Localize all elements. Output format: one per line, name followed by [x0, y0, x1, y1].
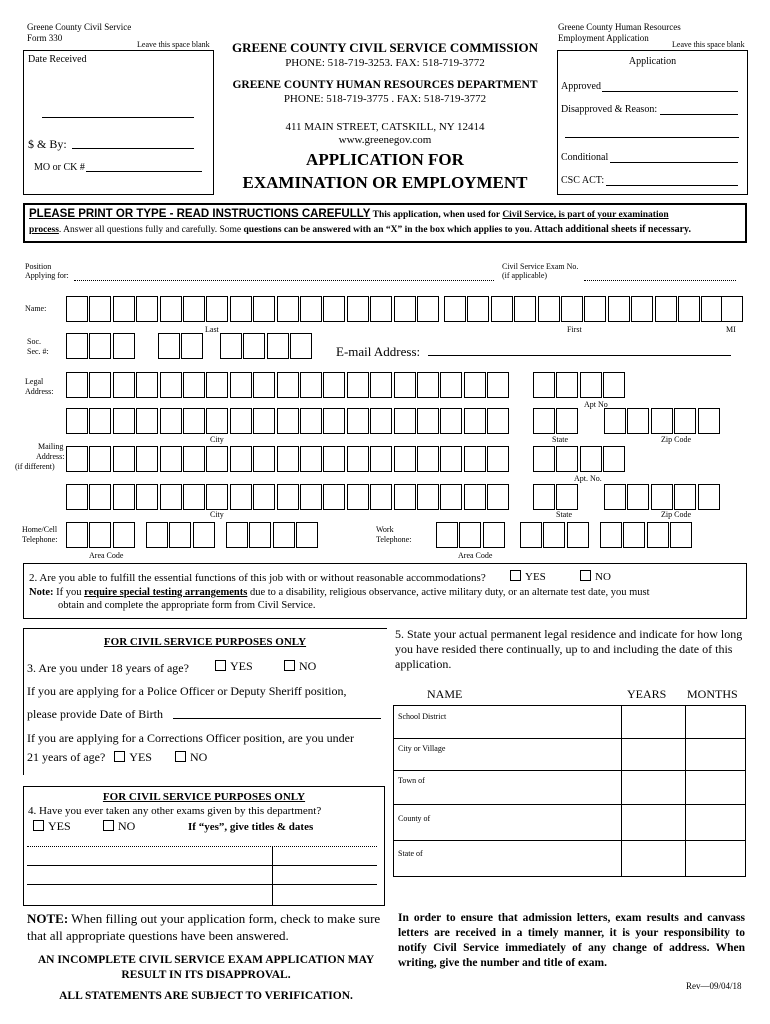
mailing-city-cell[interactable] — [113, 484, 135, 510]
last-name-cell[interactable] — [206, 296, 228, 322]
legal-street-cell[interactable] — [417, 372, 439, 398]
commission-phone: PHONE: 518-719-3253. FAX: 518-719-3772 — [285, 57, 485, 69]
right-org-label: Greene County Human Resources — [558, 22, 681, 32]
q4-exam-line-2[interactable] — [27, 865, 377, 866]
legal-zip-cell[interactable] — [604, 408, 626, 434]
q4-no-checkbox[interactable] — [103, 820, 114, 831]
mailing-street-cell[interactable] — [183, 446, 205, 472]
legal-street-cell[interactable] — [370, 372, 392, 398]
home-area-cell[interactable] — [66, 522, 88, 548]
website: www.greenegov.com — [338, 134, 432, 146]
footer-address-notice: In order to ensure that admission letters, exam results and canvass letters are received in a timely manner, it is your responsibility to notify Civil Service immediately of any change of address. When writing, give the number and title of exam. — [398, 912, 745, 969]
legal-city-cell[interactable] — [370, 408, 392, 434]
home-number-cell[interactable] — [249, 522, 271, 548]
work-number-cell[interactable] — [670, 522, 692, 548]
mailing-street-cell[interactable] — [417, 446, 439, 472]
first-label: First — [567, 325, 582, 334]
first-name-cell[interactable] — [444, 296, 466, 322]
q3-dob-label: please provide Date of Birth — [27, 707, 163, 721]
last-name-cell[interactable] — [230, 296, 252, 322]
q4-no-option[interactable] — [103, 819, 135, 833]
mailing-street-cell[interactable] — [206, 446, 228, 472]
work-prefix-cell[interactable] — [567, 522, 589, 548]
q2-note-underlined: require special testing arrangements — [84, 587, 248, 598]
ssn-a-cell[interactable] — [89, 333, 111, 359]
office-use-right-box — [557, 50, 748, 195]
disapproved-line-2[interactable] — [565, 137, 739, 138]
mailing-street-cell[interactable] — [230, 446, 252, 472]
instructions-text-a: This application, when used for — [370, 210, 503, 220]
mailing-street-cell[interactable] — [440, 446, 462, 472]
soc-label: Soc. — [27, 337, 41, 346]
legal-street-cell[interactable] — [440, 372, 462, 398]
hr-dept-title: GREENE COUNTY HUMAN RESOURCES DEPARTMENT — [232, 79, 538, 91]
mailing-apt-cell[interactable] — [603, 446, 625, 472]
home-prefix-cell[interactable] — [169, 522, 191, 548]
legal-zip-cell[interactable] — [651, 408, 673, 434]
sec-label: Sec. #: — [27, 347, 49, 356]
legal-city-label: City — [210, 435, 224, 444]
q3b-no-label: NO — [189, 750, 208, 764]
q5-text: 5. State your actual permanent legal residence and indicate for how long you have resided there continually, up to and including the date of this application. — [395, 627, 743, 671]
mailing-state-cell[interactable] — [556, 484, 578, 510]
home-telephone-label: Telephone: — [22, 535, 58, 544]
last-name-cell[interactable] — [370, 296, 392, 322]
last-name-cell[interactable] — [347, 296, 369, 322]
last-name-cell[interactable] — [66, 296, 88, 322]
q3b-no-checkbox[interactable] — [175, 751, 186, 762]
exam-no-label: Civil Service Exam No. — [502, 262, 579, 271]
legal-apt-cell[interactable] — [556, 372, 578, 398]
q5-table — [393, 705, 746, 877]
mailing-street-cell[interactable] — [487, 446, 509, 472]
mailing-apt-cell[interactable] — [556, 446, 578, 472]
left-blank-note: Leave this space blank — [137, 40, 210, 49]
q5-row-divider-1 — [394, 738, 745, 739]
mailing-label: Mailing — [38, 442, 64, 451]
q4-no-label: NO — [118, 819, 136, 833]
work-prefix-cell[interactable] — [520, 522, 542, 548]
work-number-cell[interactable] — [600, 522, 622, 548]
mailing-city-cell[interactable] — [347, 484, 369, 510]
mailing-zip-cell[interactable] — [604, 484, 626, 510]
ssn-a-cell[interactable] — [113, 333, 135, 359]
home-cell-label: Home/Cell — [22, 525, 58, 534]
q3-corrections-age — [27, 750, 207, 764]
q3-yes-label: YES — [230, 659, 253, 673]
legal-street-cell[interactable] — [464, 372, 486, 398]
q5-row-divider-3 — [394, 804, 745, 805]
conditional-line[interactable] — [610, 162, 738, 163]
q4-divider — [272, 846, 273, 906]
last-name-cell[interactable] — [394, 296, 416, 322]
mailing-state-cell[interactable] — [533, 484, 555, 510]
q3b-no-option[interactable] — [175, 750, 207, 764]
home-area-cell[interactable] — [89, 522, 111, 548]
form-number: Form 330 — [27, 33, 63, 43]
legal-street-cell[interactable] — [113, 372, 135, 398]
legal-city-cell[interactable] — [347, 408, 369, 434]
mailing-zip-cell[interactable] — [651, 484, 673, 510]
home-number-cell[interactable] — [226, 522, 248, 548]
q3b-yes-option[interactable] — [114, 750, 152, 764]
mailing-street-cell[interactable] — [277, 446, 299, 472]
mailing-city-cell[interactable] — [206, 484, 228, 510]
revision-date: Rev—09/04/18 — [686, 981, 742, 991]
legal-city-cell[interactable] — [206, 408, 228, 434]
commission-title: GREENE COUNTY CIVIL SERVICE COMMISSION — [231, 40, 539, 55]
last-name-cell[interactable] — [113, 296, 135, 322]
mailing-city-cell[interactable] — [136, 484, 158, 510]
form-title-line2: EXAMINATION OR EMPLOYMENT — [242, 173, 528, 192]
legal-city-cell[interactable] — [487, 408, 509, 434]
mailing-city-cell[interactable] — [323, 484, 345, 510]
instructions-process: process — [29, 225, 59, 235]
last-name-cell[interactable] — [323, 296, 345, 322]
mailing-street-cell[interactable] — [464, 446, 486, 472]
apt-no-label: Apt No — [584, 400, 608, 409]
ssn-c-cell[interactable] — [220, 333, 242, 359]
legal-state-cell[interactable] — [556, 408, 578, 434]
date-received-line[interactable] — [42, 117, 194, 118]
mailing-apt-no-label: Apt. No. — [574, 474, 602, 483]
q3-no-checkbox[interactable] — [284, 660, 295, 671]
legal-city-cell[interactable] — [464, 408, 486, 434]
amount-by-label: $ & By: — [28, 137, 67, 151]
legal-city-cell[interactable] — [136, 408, 158, 434]
mailing-state-label: State — [556, 510, 572, 519]
disapproved-line[interactable] — [660, 114, 738, 115]
q5-name-header: NAME — [427, 687, 463, 701]
q5-row-county: County of — [398, 814, 431, 823]
q2-note-continued: obtain and complete the appropriate form from Civil Service. — [58, 600, 316, 611]
mailing-city-cell[interactable] — [230, 484, 252, 510]
legal-street-cell[interactable] — [487, 372, 509, 398]
legal-city-cell[interactable] — [417, 408, 439, 434]
q2-yes-label: YES — [525, 571, 546, 583]
applying-for-label: Applying for: — [25, 271, 69, 280]
conditional-label: Conditional — [561, 152, 609, 163]
mailing-street-cell[interactable] — [136, 446, 158, 472]
q3-no-label: NO — [299, 659, 317, 673]
last-name-cell[interactable] — [300, 296, 322, 322]
ssn-c-cell[interactable] — [267, 333, 289, 359]
mailing-city-cell[interactable] — [277, 484, 299, 510]
work-area-code-label: Area Code — [458, 551, 493, 560]
legal-apt-cell[interactable] — [603, 372, 625, 398]
last-name-cell[interactable] — [417, 296, 439, 322]
footer-verification: ALL STATEMENTS ARE SUBJECT TO VERIFICATION. — [59, 990, 353, 1002]
exam-applicable-label: (if applicable) — [502, 271, 548, 280]
mailing-city-cell[interactable] — [464, 484, 486, 510]
q2-text: 2. Are you able to fulfill the essential functions of this job with or without reasonable accommodations? — [29, 572, 486, 584]
position-label: Position — [25, 262, 52, 271]
q2-note-label: Note: — [29, 587, 54, 598]
legal-city-cell[interactable] — [440, 408, 462, 434]
home-number-cell[interactable] — [296, 522, 318, 548]
mailing-city-cell[interactable] — [417, 484, 439, 510]
name-label: Name: — [25, 304, 47, 313]
q3-text: 3. Are you under 18 years of age? — [27, 661, 189, 675]
first-name-cell[interactable] — [631, 296, 653, 322]
legal-zip-label: Zip Code — [661, 435, 691, 444]
q5-row-state: State of — [398, 849, 423, 858]
legal-address-label: Address: — [25, 387, 54, 396]
mailing-city-cell[interactable] — [487, 484, 509, 510]
legal-city-cell[interactable] — [183, 408, 205, 434]
q3-police-text: If you are applying for a Police Officer or Deputy Sheriff position, — [27, 684, 347, 698]
first-name-cell[interactable] — [538, 296, 560, 322]
mi-label: MI — [726, 325, 736, 334]
legal-street-cell[interactable] — [160, 372, 182, 398]
work-prefix-cell[interactable] — [543, 522, 565, 548]
mailing-city-cell[interactable] — [66, 484, 88, 510]
mailing-city-cell[interactable] — [394, 484, 416, 510]
q4-exam-line-1[interactable] — [27, 846, 377, 847]
mailing-city-cell[interactable] — [89, 484, 111, 510]
legal-state-label: State — [552, 435, 568, 444]
legal-label: Legal — [25, 377, 44, 386]
first-name-cell[interactable] — [584, 296, 606, 322]
mailing-city-cell[interactable] — [370, 484, 392, 510]
mailing-address-label: Address: — [36, 452, 65, 461]
work-number-cell[interactable] — [623, 522, 645, 548]
legal-apt-cell[interactable] — [580, 372, 602, 398]
csc-act-label: CSC ACT: — [561, 175, 605, 186]
legal-street-cell[interactable] — [89, 372, 111, 398]
ssn-c-cell[interactable] — [243, 333, 265, 359]
q5-years-header: YEARS — [627, 687, 667, 701]
home-prefix-cell[interactable] — [193, 522, 215, 548]
last-label: Last — [205, 325, 219, 334]
right-sub-label: Employment Application — [558, 33, 649, 43]
instructions-heading: PLEASE PRINT OR TYPE - READ INSTRUCTIONS CAREFULLY — [29, 208, 371, 220]
mailing-city-cell[interactable] — [300, 484, 322, 510]
q3-yes-checkbox[interactable] — [215, 660, 226, 671]
ssn-b-cell[interactable] — [158, 333, 180, 359]
q4-yes-option[interactable] — [33, 819, 71, 833]
q3-heading: FOR CIVIL SERVICE PURPOSES ONLY — [103, 636, 307, 648]
q3-no-option[interactable] — [284, 659, 316, 673]
work-label: Work — [376, 525, 394, 534]
mailing-street-cell[interactable] — [347, 446, 369, 472]
form-title-line1: APPLICATION FOR — [306, 150, 464, 169]
q3-dob-line[interactable] — [173, 718, 381, 719]
q2-no-option[interactable] — [580, 570, 611, 584]
mailing-zip-cell[interactable] — [627, 484, 649, 510]
mailing-city-cell[interactable] — [440, 484, 462, 510]
q2-no-label: NO — [595, 571, 611, 583]
last-name-cell[interactable] — [136, 296, 158, 322]
legal-street-cell[interactable] — [300, 372, 322, 398]
legal-state-cell[interactable] — [533, 408, 555, 434]
q5-row-town: Town of — [398, 776, 425, 785]
date-received-label: Date Received — [28, 54, 87, 65]
middle-initial-cell[interactable] — [721, 296, 743, 322]
mailing-street-cell[interactable] — [394, 446, 416, 472]
mailing-street-cell[interactable] — [253, 446, 275, 472]
footer-incomplete-warning: AN INCOMPLETE CIVIL SERVICE EXAM APPLICATION MAY RESULT IN ITS DISAPPROVAL. — [37, 954, 375, 981]
home-number-cell[interactable] — [273, 522, 295, 548]
q3-corrections-age-text: 21 years of age? — [27, 750, 106, 764]
q3b-yes-checkbox[interactable] — [114, 751, 125, 762]
left-org-label: Greene County Civil Service — [27, 22, 132, 32]
work-area-cell[interactable] — [436, 522, 458, 548]
instructions-line2 — [29, 224, 743, 236]
legal-city-cell[interactable] — [160, 408, 182, 434]
email-input-line[interactable] — [428, 355, 731, 356]
q3b-yes-label: YES — [129, 750, 152, 764]
legal-city-cell[interactable] — [113, 408, 135, 434]
q2-yes-checkbox[interactable] — [510, 570, 521, 581]
legal-street-cell[interactable] — [206, 372, 228, 398]
q5-row-city-village: City or Village — [398, 744, 446, 753]
q4-yes-checkbox[interactable] — [33, 820, 44, 831]
last-name-cell[interactable] — [89, 296, 111, 322]
work-number-cell[interactable] — [647, 522, 669, 548]
q5-months-header: MONTHS — [687, 687, 738, 701]
legal-street-cell[interactable] — [230, 372, 252, 398]
legal-city-cell[interactable] — [394, 408, 416, 434]
footer-note-text: When filling out your application form, check to make sure that all appropriate questions have been answered. — [27, 911, 381, 943]
legal-city-cell[interactable] — [277, 408, 299, 434]
legal-city-cell[interactable] — [253, 408, 275, 434]
last-name-cell[interactable] — [160, 296, 182, 322]
legal-street-cell[interactable] — [394, 372, 416, 398]
position-line[interactable] — [74, 280, 494, 281]
legal-zip-cell[interactable] — [627, 408, 649, 434]
legal-street-cell[interactable] — [253, 372, 275, 398]
office-address: 411 MAIN STREET, CATSKILL, NY 12414 — [285, 121, 485, 133]
mailing-apt-cell[interactable] — [533, 446, 555, 472]
legal-street-cell[interactable] — [277, 372, 299, 398]
first-name-cell[interactable] — [655, 296, 677, 322]
instructions-civil-service: Civil Service, is part of your examination — [502, 210, 669, 220]
mailing-city-label: City — [210, 510, 224, 519]
amount-by-line[interactable] — [72, 148, 194, 149]
mailing-street-cell[interactable] — [160, 446, 182, 472]
mailing-zip-cell[interactable] — [674, 484, 696, 510]
footer-note — [27, 910, 387, 944]
q2-note-a: If you — [53, 587, 85, 598]
right-blank-note: Leave this space blank — [672, 40, 745, 49]
mailing-zip-cell[interactable] — [698, 484, 720, 510]
application-label: Application — [628, 56, 677, 67]
legal-street-cell[interactable] — [347, 372, 369, 398]
instructions-text-b: . Answer all questions fully and carefully. Some — [58, 225, 244, 235]
q2-yes-option[interactable] — [510, 570, 546, 584]
q3-corrections-text: If you are applying for a Corrections Officer position, are you under — [27, 731, 355, 745]
first-name-cell[interactable] — [561, 296, 583, 322]
legal-city-cell[interactable] — [300, 408, 322, 434]
instructions-line1 — [29, 208, 743, 221]
home-area-code-label: Area Code — [89, 551, 124, 560]
mailing-street-cell[interactable] — [370, 446, 392, 472]
approved-line[interactable] — [602, 91, 738, 92]
approved-label: Approved — [561, 81, 601, 92]
q4-titles-label: If “yes”, give titles & dates — [188, 821, 314, 833]
q4-yes-label: YES — [48, 819, 71, 833]
exam-no-line[interactable] — [584, 280, 736, 281]
legal-zip-cell[interactable] — [674, 408, 696, 434]
first-name-cell[interactable] — [678, 296, 700, 322]
disapproved-label: Disapproved & Reason: — [561, 104, 658, 115]
q5-col-divider-2 — [685, 706, 686, 876]
work-area-cell[interactable] — [483, 522, 505, 548]
home-area-cell[interactable] — [113, 522, 135, 548]
legal-street-cell[interactable] — [323, 372, 345, 398]
first-name-cell[interactable] — [514, 296, 536, 322]
instructions-text-d: Attach additional sheets if necessary. — [532, 224, 691, 235]
q2-note-b: due to a disability, religious observance, active military duty, or an alternate test date, you must — [247, 587, 650, 598]
last-name-cell[interactable] — [277, 296, 299, 322]
ssn-c-cell[interactable] — [290, 333, 312, 359]
ssn-a-cell[interactable] — [66, 333, 88, 359]
q2-no-checkbox[interactable] — [580, 570, 591, 581]
mailing-zip-label: Zip Code — [661, 510, 691, 519]
mo-ck-label: MO or CK # — [34, 162, 85, 173]
q4-heading: FOR CIVIL SERVICE PURPOSES ONLY — [102, 791, 306, 803]
home-prefix-cell[interactable] — [146, 522, 168, 548]
mo-ck-line[interactable] — [86, 171, 202, 172]
q4-exam-line-3[interactable] — [27, 884, 377, 885]
legal-street-cell[interactable] — [183, 372, 205, 398]
q5-row-divider-2 — [394, 770, 745, 771]
mailing-if-different-label: (if different) — [15, 462, 55, 471]
legal-street-cell[interactable] — [136, 372, 158, 398]
legal-city-cell[interactable] — [89, 408, 111, 434]
legal-city-cell[interactable] — [230, 408, 252, 434]
q2-note — [29, 586, 650, 599]
mailing-street-cell[interactable] — [300, 446, 322, 472]
legal-city-cell[interactable] — [66, 408, 88, 434]
mailing-street-cell[interactable] — [113, 446, 135, 472]
mailing-street-cell[interactable] — [66, 446, 88, 472]
email-label: E-mail Address: — [336, 344, 421, 359]
mailing-city-cell[interactable] — [253, 484, 275, 510]
instructions-text-c: questions can be answered with an “X” in the box which applies to you. — [243, 225, 533, 235]
mailing-apt-cell[interactable] — [580, 446, 602, 472]
footer-note-label: NOTE: — [27, 911, 69, 926]
mailing-street-cell[interactable] — [89, 446, 111, 472]
q5-row-school-district: School District — [398, 712, 447, 721]
hr-phone: PHONE: 518-719-3775 . FAX: 518-719-3772 — [283, 93, 487, 105]
mailing-city-cell[interactable] — [160, 484, 182, 510]
legal-apt-cell[interactable] — [533, 372, 555, 398]
last-name-cell[interactable] — [253, 296, 275, 322]
q5-col-divider-1 — [621, 706, 622, 876]
q4-text: 4. Have you ever taken any other exams given by this department? — [28, 805, 322, 817]
mailing-street-cell[interactable] — [323, 446, 345, 472]
first-name-cell[interactable] — [491, 296, 513, 322]
first-name-cell[interactable] — [467, 296, 489, 322]
legal-street-cell[interactable] — [66, 372, 88, 398]
last-name-cell[interactable] — [183, 296, 205, 322]
q5-row-divider-4 — [394, 840, 745, 841]
ssn-b-cell[interactable] — [181, 333, 203, 359]
csc-act-line[interactable] — [606, 185, 738, 186]
work-telephone-label: Telephone: — [376, 535, 412, 544]
q3-yes-option[interactable] — [215, 659, 253, 673]
legal-zip-cell[interactable] — [698, 408, 720, 434]
legal-city-cell[interactable] — [323, 408, 345, 434]
mailing-city-cell[interactable] — [183, 484, 205, 510]
first-name-cell[interactable] — [608, 296, 630, 322]
work-area-cell[interactable] — [459, 522, 481, 548]
